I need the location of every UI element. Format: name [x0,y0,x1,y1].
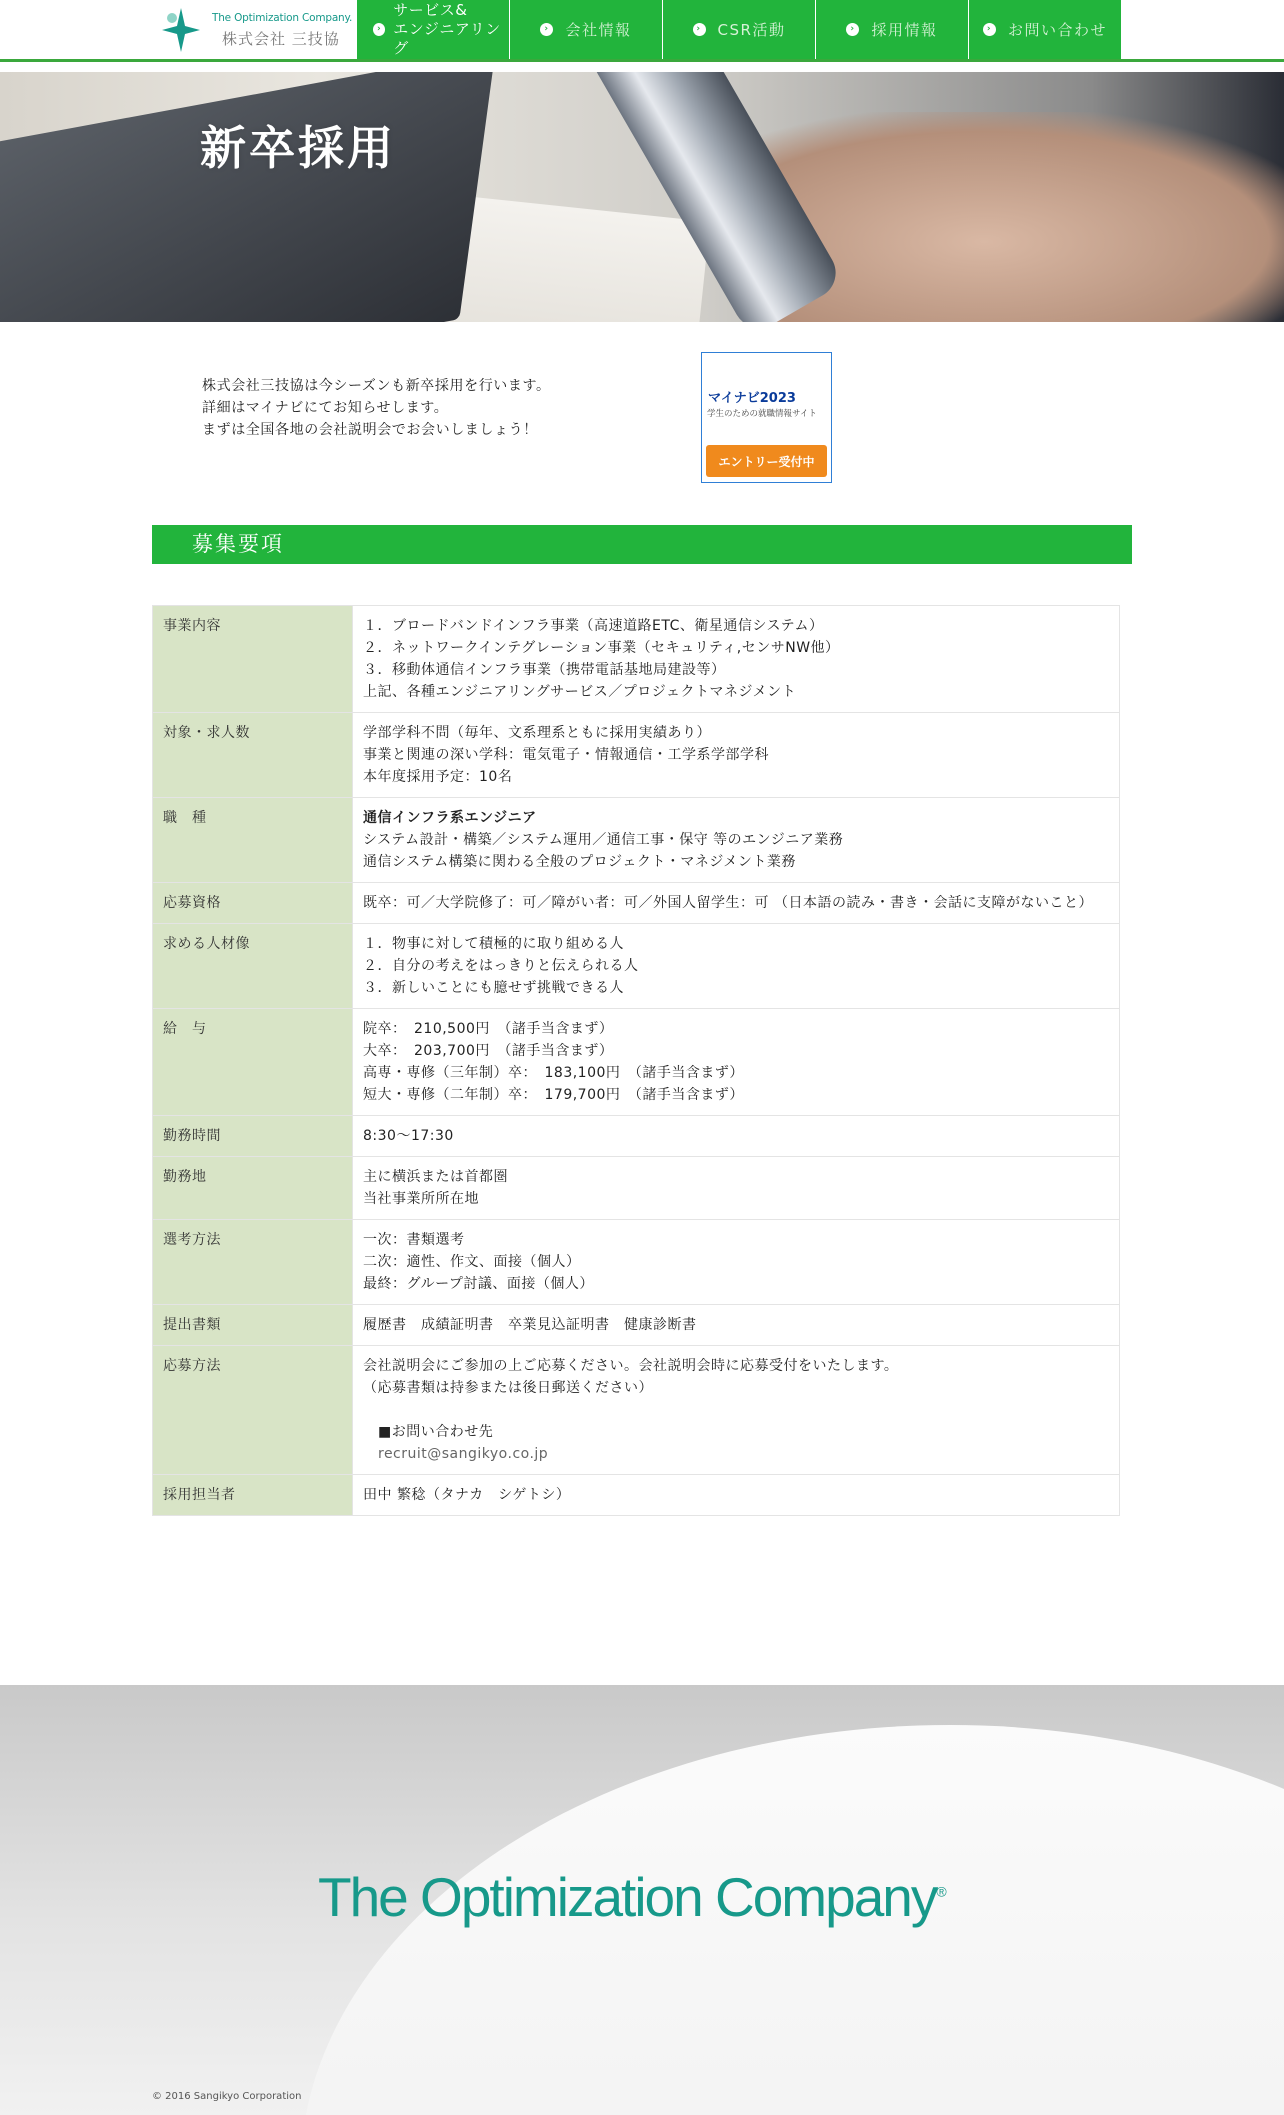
value-line: 二次：適性、作文、面接（個人） [363,1254,581,1270]
table-row [153,713,1120,798]
value-line: 8:30～17:30 [363,1128,454,1144]
chevron-right-icon: › [693,23,706,36]
logo-japanese: 株式会社 三技協 [222,30,340,48]
mynavi-tagline: 学生のための就職情報サイト [707,409,817,419]
value-line: 履歴書 成績証明書 卒業見込証明書 健康診断書 [363,1317,697,1333]
registered-mark: ® [936,1883,947,1900]
table-row [153,798,1120,883]
intro-line: 株式会社三技協は今シーズンも新卒採用を行います。 [202,378,551,394]
requirements-table [152,605,1120,1516]
value-line: １．物事に対して積極的に取り組める人 [363,936,624,952]
row-label: 勤務時間 [153,1116,353,1157]
nav-services[interactable] [357,0,510,59]
nav-contact[interactable] [969,0,1122,59]
value-line: ３．移動体通信インフラ事業（携帯電話基地局建設等） [363,662,726,678]
row-label: 選考方法 [153,1220,353,1305]
table-row [153,1346,1120,1475]
page-title: 新卒採用 [200,121,396,175]
footer-logo [318,1865,947,1929]
row-value [353,606,1120,713]
value-line: 既卒：可／大学院修了：可／障がい者：可／外国人留学生：可 （日本語の読み・書き・会話に支障がないこと） [363,895,1093,911]
table-row [153,1305,1120,1346]
row-label: 勤務地 [153,1157,353,1220]
table-row [153,924,1120,1009]
row-label: 事業内容 [153,606,353,713]
nav-company-label: 会社情報 [565,21,632,39]
main-nav [357,0,1122,59]
nav-services-line2: エンジニアリング [393,20,501,57]
table-row [153,883,1120,924]
table-row [153,1475,1120,1516]
intro-line: まずは全国各地の会社説明会でお会いしましょう！ [202,422,538,438]
value-line: 学部学科不問（毎年、文系理系ともに採用実績あり） [363,725,711,741]
value-line: （応募書類は持参または後日郵送ください） [363,1380,653,1396]
site-header [0,0,1284,62]
row-value [353,924,1120,1009]
row-label: 応募方法 [153,1346,353,1475]
value-line: 大卒： 203,700円 （諸手当含まず） [363,1043,614,1059]
row-value [353,1220,1120,1305]
value-line: １．ブロードバンドインフラ事業（高速道路ETC、衛星通信システム） [363,618,824,634]
nav-csr-label: CSR活動 [717,21,786,39]
logo-english: The Optimization Company. [212,12,353,24]
row-label: 提出書類 [153,1305,353,1346]
row-label: 採用担当者 [153,1475,353,1516]
mynavi-entry-button[interactable]: エントリー受付中 [706,445,827,477]
intro-text [202,375,551,441]
chevron-right-icon: › [373,23,385,36]
contact-label: ■お問い合わせ先 [378,1424,494,1440]
value-line: 最終：グループ討議、面接（個人） [363,1276,594,1292]
row-value [353,1009,1120,1116]
value-line: 主に横浜または首都圏 [363,1169,508,1185]
row-value [353,798,1120,883]
copyright: © 2016 Sangikyo Corporation [152,2091,302,2102]
intro-line: 詳細はマイナビにてお知らせします。 [202,400,449,416]
value-line: システム設計・構築／システム運用／通信工事・保守 等のエンジニア業務 [363,832,844,848]
value-line: 高専・専修（三年制）卒： 183,100円 （諸手当含まず） [363,1065,744,1081]
chevron-right-icon: › [846,23,859,36]
star-logo-icon [160,6,202,54]
footer-logo-text: The Optimization Company [318,1866,937,1928]
row-label: 対象・求人数 [153,713,353,798]
value-line: 当社事業所所在地 [363,1191,479,1207]
hero-image-hand [760,112,1284,322]
value-line: 会社説明会にご参加の上ご応募ください。会社説明会時に応募受付をいたします。 [363,1358,899,1374]
hero-image-tablet [0,72,496,322]
chevron-right-icon: › [540,23,553,36]
row-label: 求める人材像 [153,924,353,1009]
row-value [353,883,1120,924]
mynavi-logo: マイナビ2023 [708,391,796,406]
row-value [353,1116,1120,1157]
value-line: 短大・専修（二年制）卒： 179,700円 （諸手当含まず） [363,1087,744,1103]
row-label: 給 与 [153,1009,353,1116]
row-label: 職 種 [153,798,353,883]
value-line: 院卒： 210,500円 （諸手当含まず） [363,1021,614,1037]
value-line: 一次：書類選考 [363,1232,465,1248]
table-row [153,606,1120,713]
nav-recruit-label: 採用情報 [871,21,938,39]
table-row [153,1009,1120,1116]
row-value [353,1305,1120,1346]
value-line: 上記、各種エンジニアリングサービス／プロジェクトマネジメント [363,684,797,700]
table-row [153,1157,1120,1220]
value-line: ３．新しいことにも臆せず挑戦できる人 [363,980,624,996]
row-value [353,1157,1120,1220]
contact-email-link[interactable]: recruit@sangikyo.co.jp [378,1446,549,1462]
chevron-right-icon: › [983,23,996,36]
company-logo[interactable] [160,6,355,54]
value-line: 田中 繁稔（タナカ シゲトシ） [363,1487,571,1503]
nav-contact-label: お問い合わせ [1007,21,1107,39]
section-heading: 募集要項 [152,525,1132,564]
spacer [363,1399,1109,1421]
nav-services-line1: サービス& [393,1,468,19]
row-value [353,1346,1120,1475]
row-value [353,1475,1120,1516]
row-value [353,713,1120,798]
value-line: 通信システム構築に関わる全般のプロジェクト・マネジメント業務 [363,854,796,870]
value-line: 通信インフラ系エンジニア [363,810,537,826]
site-footer [0,1685,1284,2115]
nav-company[interactable] [510,0,663,59]
table-row [153,1116,1120,1157]
row-label: 応募資格 [153,883,353,924]
value-line: ２．ネットワークインテグレーション事業（セキュリティ,センサNW他） [363,640,840,656]
mynavi-entry-banner[interactable] [701,352,832,483]
value-line: ２．自分の考えをはっきりと伝えられる人 [363,958,639,974]
nav-recruit[interactable] [816,0,969,59]
value-line: 本年度採用予定：10名 [363,769,513,785]
hero-banner [0,72,1284,322]
value-line: 事業と関連の深い学科：電気電子・情報通信・工学系学部学科 [363,747,769,763]
nav-csr[interactable] [663,0,816,59]
table-row [153,1220,1120,1305]
